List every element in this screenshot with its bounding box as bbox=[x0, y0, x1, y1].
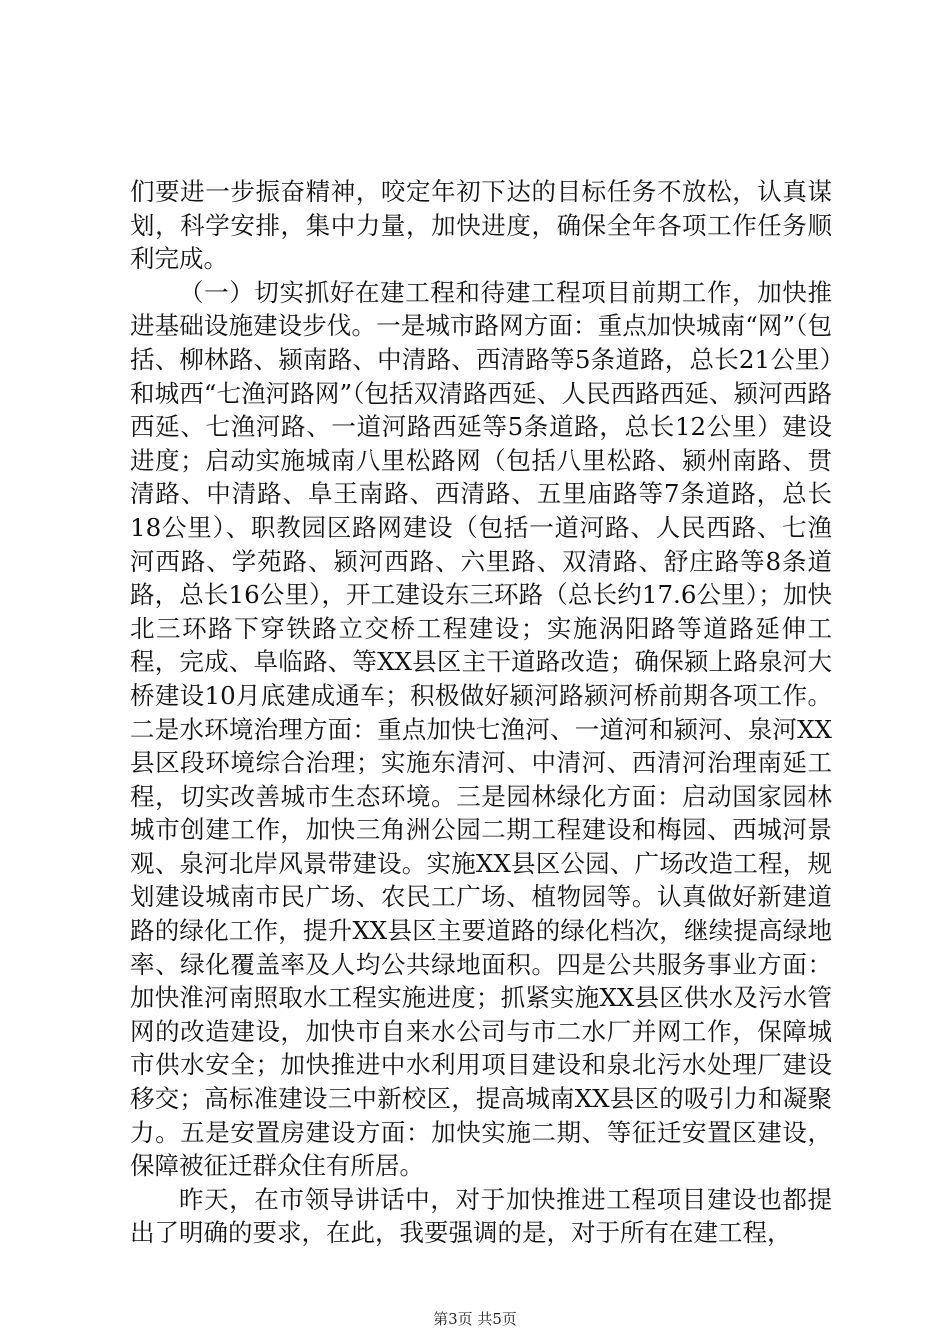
paragraph-continuation: 们要进一步振奋精神，咬定年初下达的目标任务不放松，认真谋划，科学安排，集中力量，加快进度，确保全年各项工作任务顺利完成。 bbox=[130, 177, 832, 274]
paragraph-yesterday: 昨天，在市领导讲话中，对于加快推进工程项目建设也都提出了明确的要求，在此，我要强调的是，对于所有在建工程， bbox=[130, 1184, 832, 1248]
paragraph-infrastructure: （一）切实抓好在建工程和待建工程项目前期工作，加快推进基础设施建设步伐。一是城市路网方面：重点加快城南“网”（包括、柳林路、颍南路、中清路、西清路等5条道路，总长21公里）和城西“七渔河路网”（包括双清路西延、人民西路西延、颍河西路西延、七渔河路、一道河路西延等5条道路，总长12公里）建设进度；启动实施城南八里松路网（包括八里松路、颍州南路、贯清路、中清路、阜王南路、西清路、五里庙路等7条道路，总长18公里）、职教园区路网建设（包括一道河路、人民西路、七渔河西路、学苑路、颍河西路、六里路、双清路、舒庄路等8条道路，总长16公里），开工建设东三环路（总长约17.6公里）；加快北三环路下穿铁路立交桥工程建设；实施涡阳路等道路延伸工程，完成、阜临路、等XX县区主干道路改造；确保颍上路泉河大桥建设10月底建成通车；积极做好颍河路颍河桥前期各项工作。二是水环境治理方面：重点加快七渔河、一道河和颍河、泉河XX县区段环境综合治理；实施东清河、中清河、西清河治理南延工程，切实改善城市生态环境。三是园林绿化方面：启动国家园林城市创建工作，加快三角洲公园二期工程建设和梅园、西城河景观、泉河北岸风景带建设。实施XX县区公园、广场改造工程，规划建设城南市民广场、农民工广场、植物园等。认真做好新建道路的绿化工作，提升XX县区主要道路的绿化档次，继续提高绿地率、绿化覆盖率及人均公共绿地面积。四是公共服务事业方面：加快淮河南照取水工程实施进度；抓紧实施XX县区供水及污水管网的改造建设，加快市自来水公司与市二水厂并网工作，保障城市供水安全；加快推进中水利用项目建设和泉北污水处理厂建设移交；高标准建设三中新校区，提高城南XX县区的吸引力和凝聚力。五是安置房建设方面：加快实施二期、等征迁安置区建设，保障被征迁群众住有所居。 bbox=[130, 277, 832, 1181]
document-body bbox=[130, 175, 832, 1250]
page-footer bbox=[0, 1308, 950, 1329]
page-number: 第3页 共5页 bbox=[433, 1310, 517, 1328]
